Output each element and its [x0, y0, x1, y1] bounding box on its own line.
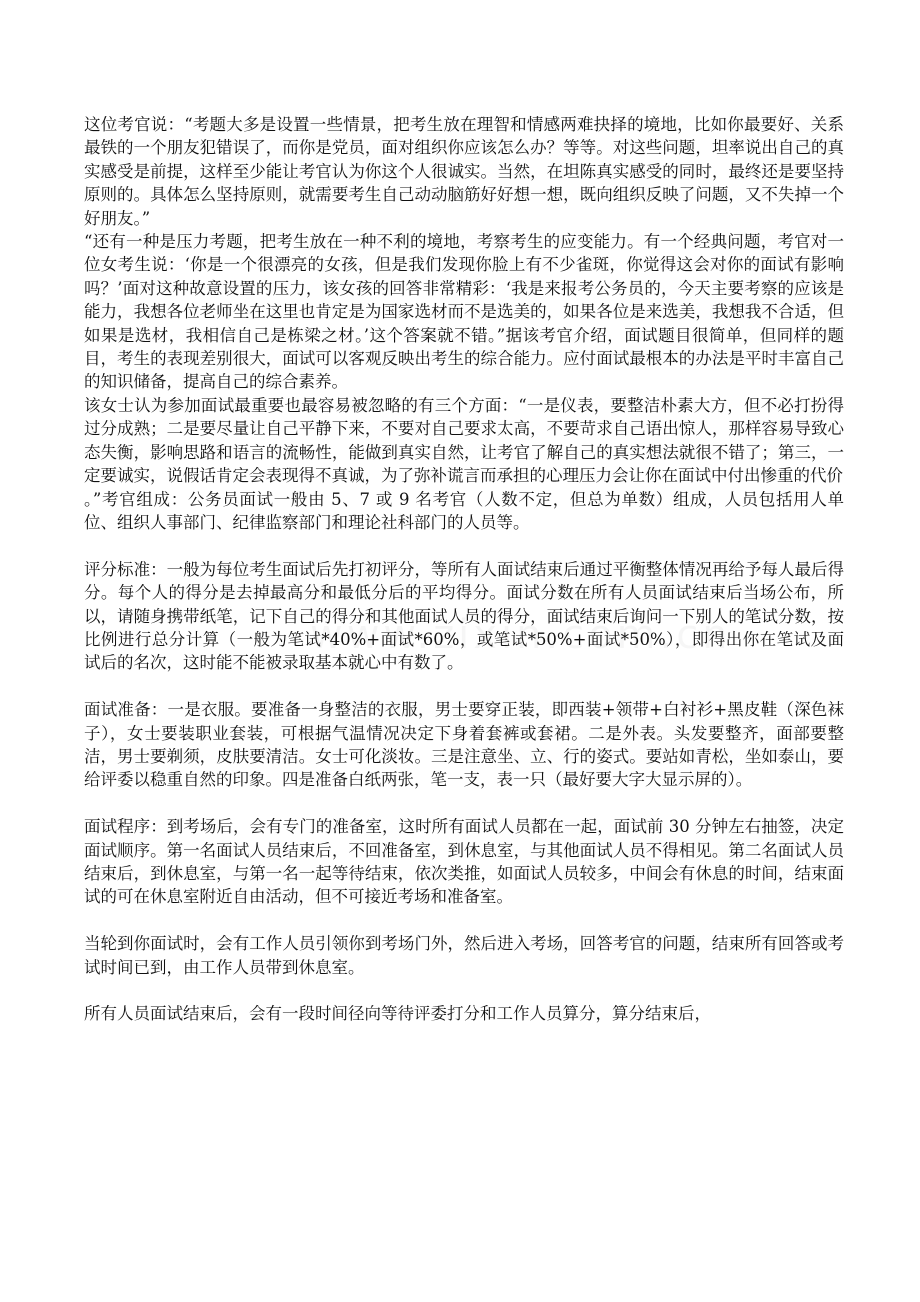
- document-body: [84, 113, 844, 1026]
- paragraph-interview-procedure: 面试程序：到考场后，会有专门的准备室，这时所有面试人员都在一起，面试前 30 分钟左右抽签，决定面试顺序。第一名面试人员结束后，不回准备室，到休息室，与其他面试人员不得相见。第二名面试人员结束后，到休息室，与第一名一起等待结束，依次类推，如面试人员较多，中间会有休息的时间，结束面试的可在休息室附近自由活动，但不可接近考场和准备室。: [84, 817, 844, 907]
- paragraph-three-aspects: 该女士认为参加面试最重要也最容易被忽略的有三个方面：“一是仪表，要整洁朴素大方，但不必打扮得过分成熟；二是要尽量让自己平静下来，不要对自己要求太高，不要苛求自己语出惊人，那样容易导致心态失衡，影响思路和语言的流畅性，能做到真实自然，让考官了解自己的真实想法就很不错了；第三，一定要诚实，说假话肯定会表现得不真诚，为了弥补谎言而承担的心理压力会让你在面试中付出惨重的代价: [84, 395, 844, 486]
- paragraph-interview-preparation: 面试准备：一是衣服。要准备一身整洁的衣服，男士要穿正装，即西装+领带+白衬衫+黑皮鞋（深色袜子），女士要装职业套装，可根据气温情况决定下身着套裤或套裙。二是外表。头发要整齐，面部要整洁，男士要剃须，皮肤要清洁。女士可化淡妆。三是注意坐、立、行的姿式。要站如青松，坐如泰山，要给评委以稳重自然的印象。四是准备白纸两张，笔一支，表一只（最好要大字大显示屏的）。: [84, 700, 844, 790]
- paragraph-pressure-question: “还有一种是压力考题，把考生放在一种不利的境地，考察考生的应变能力。有一个经典问题，考官对一位女考生说：‘你是一个很漂亮的女孩，但是我们发现你脸上有不少雀斑，你觉得这会对你的面试有影响吗？’面对这种故意设置的压力，该女孩的回答非常精彩：‘我是来报考公务员的，今天主要考察的应该是能力，我想各位老师坐在这里也肯定是为国家选材而不是选美的，如果各位是来选美，我想我不合适，但如果是选材，我相信自己是栋梁之材。’这个答案就不错。”据该考官介绍，面试题目很简单，但同样的题目，考生的表现差别很大，面试可以客观反映出考生的综合能力。应付面试最根本的办法是平时丰富自己的知识储备，提高自己的综合素养。: [84, 232, 844, 392]
- paragraph-examiner-composition: 。”考官组成：公务员面试一般由 5、7 或 9 名考官（人数不定，但总为单数）组成，人员包括用人单位、组织人事部门、纪律监察部门和理论社科部门的人员等。: [84, 489, 844, 532]
- paragraph-your-turn: 当轮到你面试时，会有工作人员引领你到考场门外，然后进入考场，回答考官的问题，结束所有回答或考试时间已到，由工作人员带到休息室。: [84, 934, 844, 977]
- paragraph-scoring-standard: 评分标准：一般为每位考生面试后先打初评分，等所有人面试结束后通过平衡整体情况再给予每人最后得分。每个人的得分是去掉最高分和最低分后的平均得分。面试分数在所有人员面试结束后当场公布，所以，请随身携带纸笔，记下自己的得分和其他面试人员的得分，面试结束后询问一下别人的笔试分数，按比例进行总分计算（一般为笔试*40%+面试*60%，或笔试*50%+面试*50%），即得出你在笔试及面试后的名次，这时能不能被录取基本就心中有数了。: [84, 559, 844, 673]
- paragraph-examiner-quote: 这位考官说：“考题大多是设置一些情景，把考生放在理智和情感两难抉择的境地，比如你最要好、关系最铁的一个朋友犯错误了，而你是党员，面对组织你应该怎么办？等等。对这些问题，坦率说出自己的真实感受是前提，这样至少能让考官认为你这个人很诚实。当然，在坦陈真实感受的同时，最终还是要坚持原则的。具体怎么坚持原则，就需要考生自己动动脑筋好好想一想，既向组织反映了问题，又不失掉一个好朋友。”: [84, 115, 844, 228]
- paragraph-after-interview: 所有人员面试结束后，会有一段时间径向等待评委打分和工作人员算分，算分结束后，: [84, 1004, 711, 1024]
